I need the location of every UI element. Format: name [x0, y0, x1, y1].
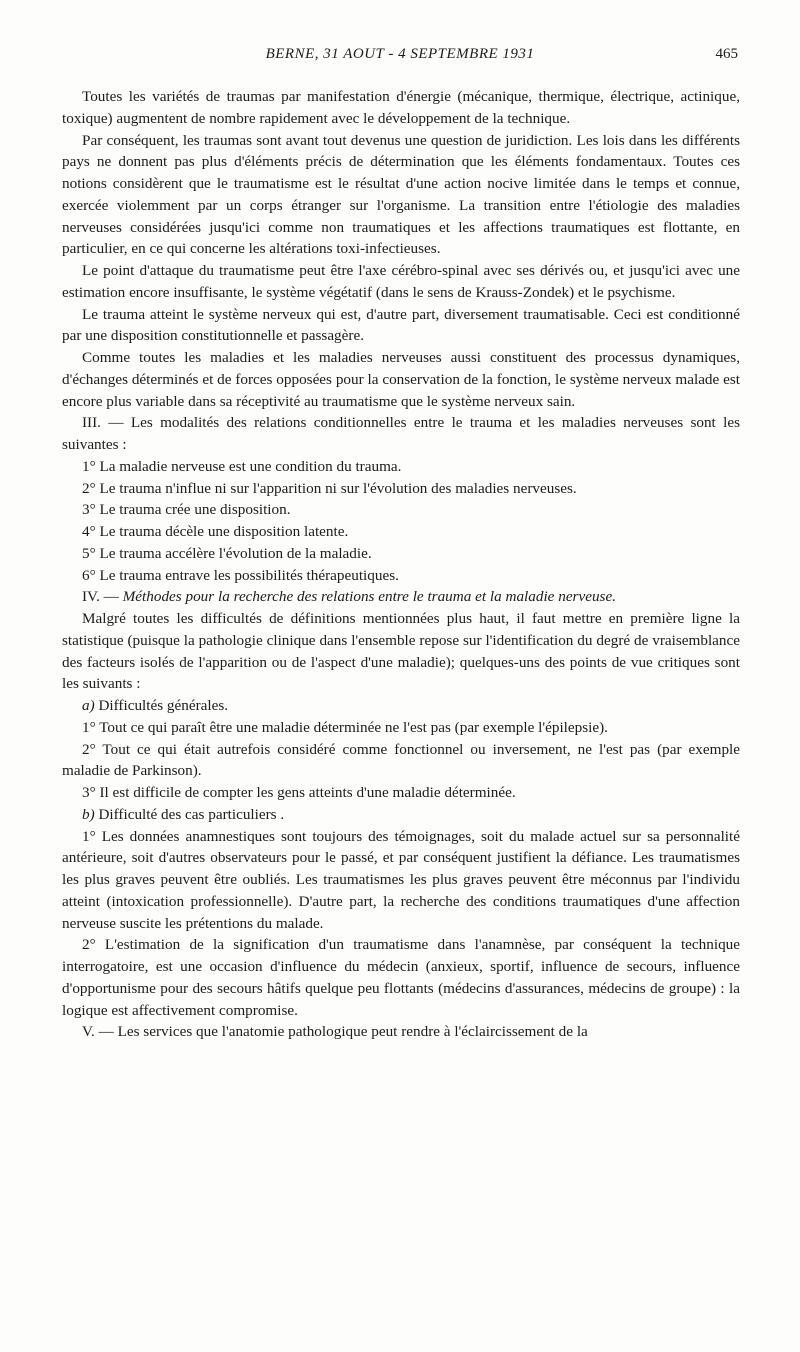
subsection-b-text: Difficulté des cas particuliers .: [98, 805, 285, 823]
list-item: 5° Le trauma accélère l'évolution de la maladie.: [82, 544, 372, 562]
section-4-title: Méthodes pour la recherche des relations entre le trauma et la maladie nerveuse.: [122, 588, 616, 606]
section-4-label: IV. —: [82, 588, 119, 606]
list-item: 2° Tout ce qui était autrefois considéré comme fonctionnel ou inversement, ne l'est pas (par exemple maladie de Parkinson).: [62, 740, 740, 780]
subsection-a-text: Difficultés générales.: [98, 697, 229, 714]
section-5-start: V. — Les services que l'anatomie pathologique peut rendre à l'éclaircissement de la: [82, 1023, 588, 1041]
subsection-a: [62, 695, 740, 717]
list-item: 2° Le trauma n'influe ni sur l'apparition ni sur l'évolution des maladies nerveuses.: [82, 479, 577, 497]
paragraph: Toutes les variétés de traumas par manifestation d'énergie (mécanique, thermique, électrique, actinique, toxique) augmentent de nombre rapidement avec le développement de la technique.: [62, 88, 740, 127]
list-item: 4° Le trauma décèle une disposition latente.: [82, 523, 349, 540]
paragraph: Le trauma atteint le système nerveux qui est, d'autre part, diversement traumatisable. Ceci est conditionné par une disposition constitutionnelle et passagère.: [62, 305, 740, 345]
list-item: 1° Tout ce qui paraît être une maladie déterminée ne l'est pas (par exemple l'épilepsie).: [82, 718, 608, 736]
list-item: 2° L'estimation de la signification d'un traumatisme dans l'anamnèse, par conséquent la technique interrogatoire, est une occasion d'influence du médecin (anxieux, sportif, influence de secours, influence d'opportunisme pour des secours hâtifs quelque peu flottants (médecins d'assurances, médecins de groupe) : la logique est affectivement compromise.: [62, 936, 740, 1019]
paragraph: Par conséquent, les traumas sont avant tout devenus une question de juridiction. Les lois dans les différents pays ne donnent pas plus d'éléments précis de détermination que les éléments fondamentaux. Toutes ces notions considèrent que le traumatisme est le résultat d'une action nocive limitée dans le temps et connue, exercée violemment par un corps étranger sur l'organisme. La transition entre l'étiologie des maladies nerveuses considérées jusqu'ici comme non traumatiques et les affections traumatiques est flottante, en particulier, en ce qui concerne les altérations toxi-infectieuses.: [62, 131, 740, 258]
list-item: 1° La maladie nerveuse est une condition du trauma.: [82, 457, 402, 475]
list-item: 6° Le trauma entrave les possibilités thérapeutiques.: [82, 566, 399, 584]
list-item: 3° Il est difficile de compter les gens atteints d'une maladie déterminée.: [82, 784, 516, 801]
subsection-a-label: a): [82, 697, 95, 714]
section-3-heading: III. — Les modalités des relations conditionnelles entre le trauma et les maladies nerveuses sont les suivantes :: [62, 414, 740, 453]
paragraph: Le point d'attaque du traumatisme peut être l'axe cérébro-spinal avec ses dérivés ou, et jusqu'ici avec une estimation encore insuffisante, le système végétatif (dans le sens de Krauss-Zondek) et le psychisme.: [62, 262, 740, 301]
paragraph: Comme toutes les maladies et les maladies nerveuses aussi constituent des processus dynamiques, d'échanges déterminés et de forces opposées pour la conservation de la fonction, le système nerveux malade est encore plus variable dans sa réceptivité au traumatisme que le système nerveux sain.: [62, 349, 740, 410]
subsection-b-label: b): [82, 805, 95, 823]
page-number: 465: [715, 46, 738, 62]
list-item: 1° Les données anamnestiques sont toujours des témoignages, soit du malade actuel sur sa personnalité antérieure, soit d'autres observateurs pour le passé, et par conséquent justifient la défiance. Les traumatismes les plus graves peuvent être oubliés. Les traumatismes les plus graves peuvent être méconnus par l'individu atteint (intoxication professionnelle). D'autre part, la recherche des conditions traumatiques d'une affection nerveuse suscite les prétentions du malade.: [62, 827, 740, 932]
paragraph: Malgré toutes les difficultés de définitions mentionnées plus haut, il faut mettre en première ligne la statistique (puisque la pathologie clinique dans l'ensemble repose sur l'identification du degré de vraisemblance des facteurs isolés de l'apparition ou de l'aspect d'une maladie); quelques-uns des points de vue critiques sont les suivants :: [62, 610, 740, 693]
section-4-heading: [62, 586, 740, 608]
subsection-b: [62, 804, 740, 826]
header-title: BERNE, 31 AOUT - 4 SEPTEMBRE 1931: [265, 46, 535, 62]
list-item: 3° Le trauma crée une disposition.: [82, 501, 291, 519]
running-header: [62, 46, 738, 68]
body-text: [62, 86, 740, 1043]
